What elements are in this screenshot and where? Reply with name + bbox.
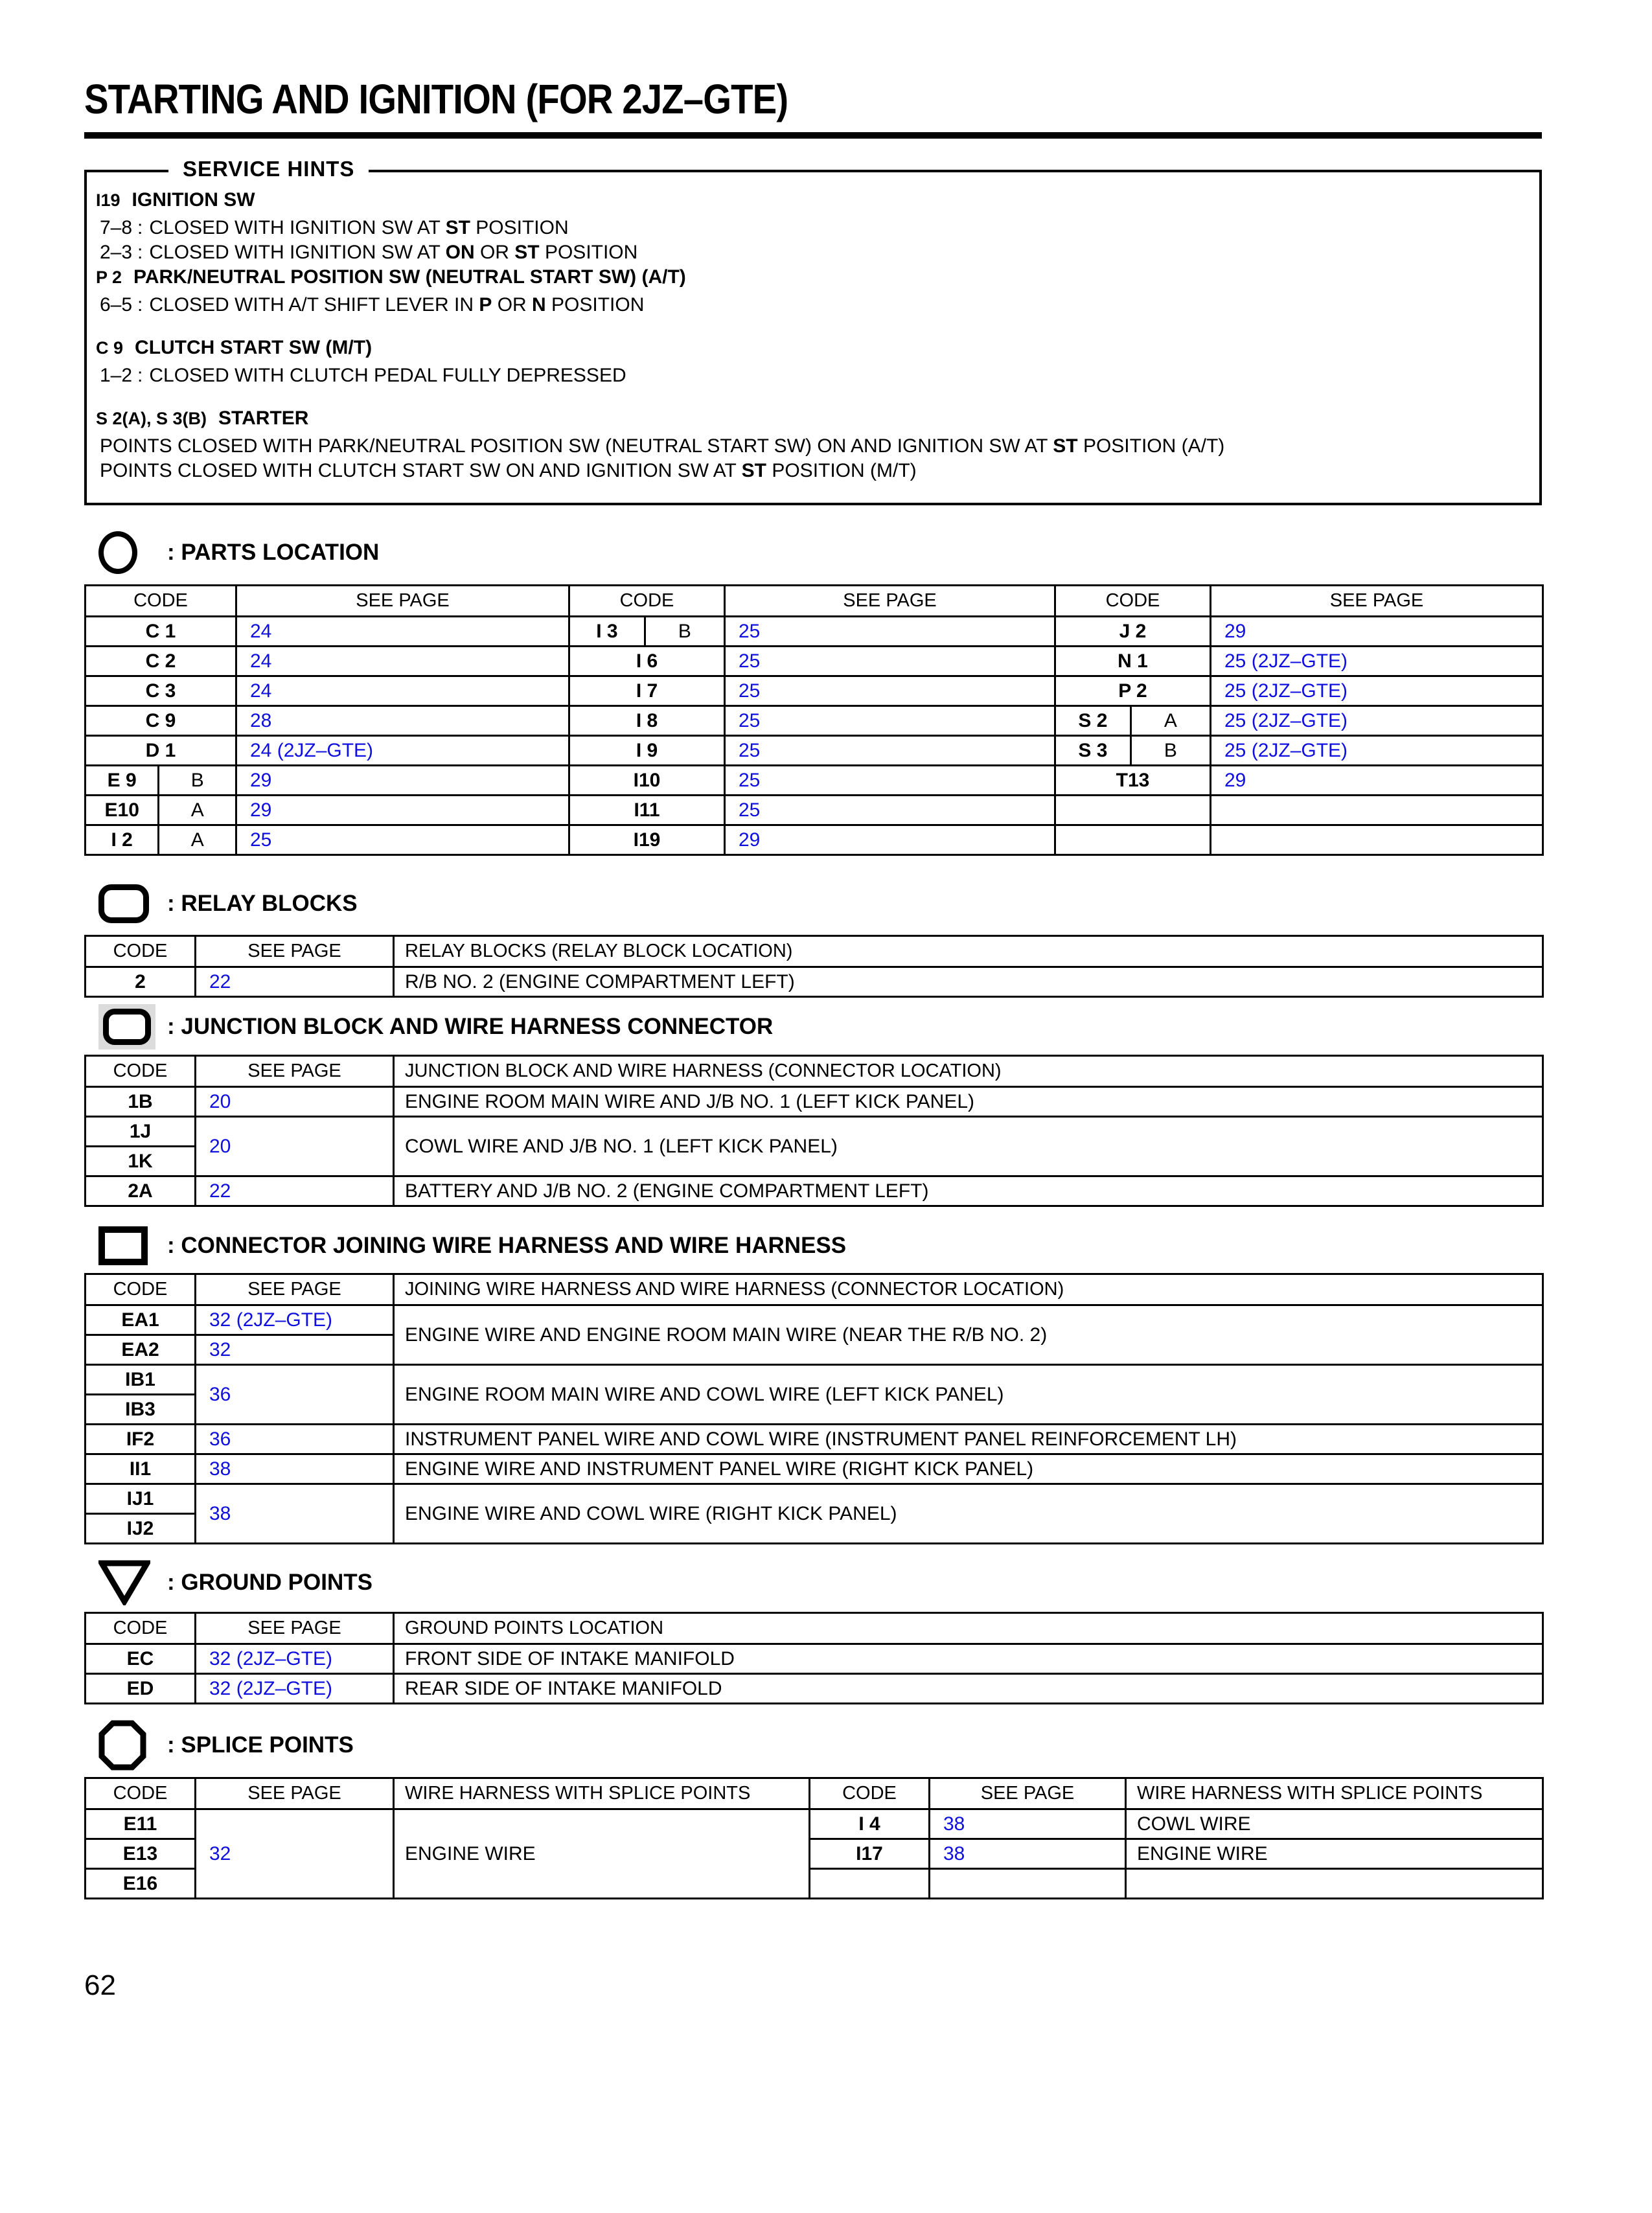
- page-ref[interactable]: 38: [196, 1484, 394, 1544]
- section-title-parts: : PARTS LOCATION: [167, 540, 380, 565]
- table-row: [86, 1484, 1543, 1514]
- service-hints-box: [84, 157, 1542, 505]
- page-ref[interactable]: 22: [196, 1176, 394, 1206]
- code-label: E10: [104, 799, 139, 821]
- desc-cell: COWL WIRE AND J/B NO. 1 (LEFT KICK PANEL): [394, 1117, 1543, 1176]
- code-cell: E16: [86, 1869, 196, 1899]
- page-ref[interactable]: 25: [725, 796, 1055, 825]
- page-ref[interactable]: 25: [725, 647, 1055, 676]
- column-header: CODE: [86, 1056, 196, 1087]
- section-heading-parts: [84, 531, 1542, 574]
- code-cell: J 2: [1055, 617, 1211, 647]
- column-header: SEE PAGE: [725, 586, 1055, 617]
- code-cell: IB1: [86, 1365, 196, 1395]
- desc-cell: COWL WIRE: [1126, 1809, 1543, 1839]
- table-header-row: [86, 1056, 1543, 1087]
- page-ref[interactable]: 36: [196, 1365, 394, 1425]
- code-cell: I 7: [569, 676, 725, 706]
- hint-title: STARTER: [218, 407, 309, 429]
- code-cell: C 2: [86, 647, 236, 676]
- table-header-row: [86, 1274, 1543, 1305]
- hint-text: ST: [445, 217, 470, 238]
- code-cell: [810, 1869, 930, 1899]
- hint-heading: [87, 336, 1539, 363]
- page-ref[interactable]: 25: [725, 736, 1055, 766]
- hint-code: C 9: [96, 338, 124, 358]
- page-ref[interactable]: 32 (2JZ–GTE): [196, 1305, 394, 1335]
- junction-block-icon: [98, 1004, 155, 1049]
- code-letter: A: [1130, 707, 1210, 735]
- hint-text: P: [479, 294, 492, 315]
- table-header-row: [86, 936, 1543, 967]
- code-cell: [86, 796, 236, 825]
- page-ref[interactable]: 25 (2JZ–GTE): [1211, 736, 1543, 766]
- page-ref[interactable]: 36: [196, 1425, 394, 1454]
- code-cell: C 9: [86, 706, 236, 736]
- page-title: STARTING AND IGNITION (FOR 2JZ–GTE): [84, 76, 788, 122]
- table-row: [86, 676, 1543, 706]
- table-row: [86, 967, 1543, 997]
- hint-heading: [87, 188, 1539, 216]
- splice-points-table-right: [809, 1777, 1544, 1899]
- code-letter: A: [157, 796, 235, 824]
- parts-location-table: [84, 584, 1544, 856]
- hint-separator: :: [137, 242, 143, 263]
- hint-pins: 6–5: [100, 294, 133, 315]
- page-ref[interactable]: 24: [236, 647, 569, 676]
- hint-text: POINTS CLOSED WITH CLUTCH START SW ON AND IGNITION SW AT: [100, 460, 742, 481]
- column-header: JOINING WIRE HARNESS AND WIRE HARNESS (CONNECTOR LOCATION): [394, 1274, 1543, 1305]
- desc-cell: ENGINE WIRE AND COWL WIRE (RIGHT KICK PANEL): [394, 1484, 1543, 1544]
- table-row: [86, 1644, 1543, 1674]
- page-ref[interactable]: 24: [236, 617, 569, 647]
- column-header: CODE: [86, 1613, 196, 1644]
- page-ref[interactable]: 29: [725, 825, 1055, 855]
- page-ref[interactable]: 38: [930, 1809, 1126, 1839]
- table-row: [86, 1365, 1543, 1395]
- code-cell: C 3: [86, 676, 236, 706]
- code-cell: I17: [810, 1839, 930, 1869]
- section-title-junction: : JUNCTION BLOCK AND WIRE HARNESS CONNECTOR: [167, 1014, 774, 1039]
- section-heading-splice: [84, 1720, 1542, 1771]
- splice-points-tables: [84, 1777, 1542, 1899]
- page-ref[interactable]: 25: [725, 676, 1055, 706]
- code-cell: IJ1: [86, 1484, 196, 1514]
- code-cell: IJ2: [86, 1514, 196, 1544]
- page-ref[interactable]: 32 (2JZ–GTE): [196, 1644, 394, 1674]
- page-ref[interactable]: 38: [930, 1839, 1126, 1869]
- column-header: SEE PAGE: [196, 1613, 394, 1644]
- desc-cell: INSTRUMENT PANEL WIRE AND COWL WIRE (INSTRUMENT PANEL REINFORCEMENT LH): [394, 1425, 1543, 1454]
- hint-text: POSITION: [539, 242, 638, 263]
- code-cell: IB3: [86, 1395, 196, 1425]
- table-row: [86, 1087, 1543, 1117]
- table-row: [86, 1809, 810, 1839]
- code-cell: 1B: [86, 1087, 196, 1117]
- code-cell: I11: [569, 796, 725, 825]
- desc-cell: ENGINE WIRE AND ENGINE ROOM MAIN WIRE (NEAR THE R/B NO. 2): [394, 1305, 1543, 1365]
- desc-cell: REAR SIDE OF INTAKE MANIFOLD: [394, 1674, 1543, 1704]
- hint-group: [87, 265, 1539, 317]
- table-row: [86, 1674, 1543, 1704]
- desc-cell: FRONT SIDE OF INTAKE MANIFOLD: [394, 1644, 1543, 1674]
- hint-pins: 7–8: [100, 217, 133, 238]
- desc-cell: ENGINE WIRE AND INSTRUMENT PANEL WIRE (RIGHT KICK PANEL): [394, 1454, 1543, 1484]
- column-header: CODE: [810, 1778, 930, 1809]
- column-header: WIRE HARNESS WITH SPLICE POINTS: [1126, 1778, 1543, 1809]
- junction-block-table: [84, 1055, 1544, 1207]
- page-ref[interactable]: 25 (2JZ–GTE): [1211, 676, 1543, 706]
- page-ref[interactable]: 25: [725, 617, 1055, 647]
- table-row: [810, 1869, 1543, 1899]
- code-cell: P 2: [1055, 676, 1211, 706]
- page-ref[interactable]: 25 (2JZ–GTE): [1211, 647, 1543, 676]
- code-cell: 2: [86, 967, 196, 997]
- hint-text: POINTS CLOSED WITH PARK/NEUTRAL POSITION SW (NEUTRAL START SW) ON AND IGNITION SW AT: [100, 435, 1053, 457]
- desc-cell: ENGINE ROOM MAIN WIRE AND COWL WIRE (LEFT KICK PANEL): [394, 1365, 1543, 1425]
- section-title-splice: : SPLICE POINTS: [167, 1732, 354, 1758]
- code-cell: [1055, 706, 1211, 736]
- column-header: SEE PAGE: [196, 1274, 394, 1305]
- code-cell: EC: [86, 1644, 196, 1674]
- hint-text: ST: [514, 242, 540, 263]
- code-cell: [1055, 736, 1211, 766]
- table-row: [86, 796, 1543, 825]
- page-ref[interactable]: 32 (2JZ–GTE): [196, 1674, 394, 1704]
- code-cell: [1055, 825, 1211, 855]
- table-row: [86, 1176, 1543, 1206]
- page-ref[interactable]: 24 (2JZ–GTE): [236, 736, 569, 766]
- code-label: S 3: [1078, 739, 1108, 761]
- code-label: I 3: [596, 620, 618, 642]
- desc-cell: R/B NO. 2 (ENGINE COMPARTMENT LEFT): [394, 967, 1543, 997]
- hint-text: N: [532, 294, 546, 315]
- hint-heading: [87, 406, 1539, 434]
- table-row: [86, 766, 1543, 796]
- code-cell: IF2: [86, 1425, 196, 1454]
- hint-line: [87, 459, 1539, 483]
- page-ref: [1211, 796, 1543, 825]
- column-header: CODE: [1055, 586, 1211, 617]
- page-ref[interactable]: 22: [196, 967, 394, 997]
- column-header: SEE PAGE: [196, 1056, 394, 1087]
- code-cell: [1055, 796, 1211, 825]
- desc-cell: ENGINE ROOM MAIN WIRE AND J/B NO. 1 (LEFT KICK PANEL): [394, 1087, 1543, 1117]
- table-row: [86, 617, 1543, 647]
- code-cell: I 6: [569, 647, 725, 676]
- code-label: I 2: [111, 829, 133, 851]
- hint-group: [87, 336, 1539, 388]
- splice-points-icon: [98, 1720, 146, 1771]
- section-title-relay: : RELAY BLOCKS: [167, 891, 358, 916]
- service-hints-label: SERVICE HINTS: [168, 157, 369, 181]
- hint-text: OR: [492, 294, 533, 315]
- hint-line: [87, 434, 1539, 459]
- table-header-row: [86, 586, 1543, 617]
- hint-code: P 2: [96, 268, 122, 287]
- code-cell: I19: [569, 825, 725, 855]
- code-cell: 1J: [86, 1117, 196, 1147]
- page-ref[interactable]: 25: [236, 825, 569, 855]
- page-ref[interactable]: 32: [196, 1335, 394, 1365]
- code-cell: EA2: [86, 1335, 196, 1365]
- hint-text: ON: [445, 242, 475, 263]
- section-heading-ground: [84, 1560, 1542, 1605]
- code-cell: E11: [86, 1809, 196, 1839]
- column-header: CODE: [86, 586, 236, 617]
- hint-text: CLOSED WITH IGNITION SW AT: [149, 217, 446, 238]
- table-row: [86, 1425, 1543, 1454]
- hint-title: CLUTCH START SW (M/T): [135, 337, 373, 358]
- desc-cell: [1126, 1869, 1543, 1899]
- section-title-ground: : GROUND POINTS: [167, 1570, 373, 1595]
- column-header: WIRE HARNESS WITH SPLICE POINTS: [394, 1778, 810, 1809]
- hint-code: S 2(A), S 3(B): [96, 409, 207, 428]
- ground-points-table: [84, 1612, 1544, 1704]
- hint-text: CLOSED WITH CLUTCH PEDAL FULLY DEPRESSED: [149, 365, 626, 386]
- page-ref[interactable]: 29: [1211, 766, 1543, 796]
- column-header: RELAY BLOCKS (RELAY BLOCK LOCATION): [394, 936, 1543, 967]
- section-heading-connector: [84, 1226, 1542, 1265]
- connector-joining-table: [84, 1273, 1544, 1544]
- hint-text: POSITION (M/T): [766, 460, 917, 481]
- table-header-row: [86, 1778, 810, 1809]
- service-hints-content: [87, 188, 1539, 483]
- code-cell: II1: [86, 1454, 196, 1484]
- page-ref[interactable]: 24: [236, 676, 569, 706]
- hint-text: CLOSED WITH A/T SHIFT LEVER IN: [149, 294, 479, 315]
- hint-text: POSITION: [470, 217, 569, 238]
- hint-text: ST: [1053, 435, 1078, 457]
- code-cell: ED: [86, 1674, 196, 1704]
- column-header: SEE PAGE: [1211, 586, 1543, 617]
- column-header: JUNCTION BLOCK AND WIRE HARNESS (CONNECTOR LOCATION): [394, 1056, 1543, 1087]
- code-cell: 2A: [86, 1176, 196, 1206]
- column-header: GROUND POINTS LOCATION: [394, 1613, 1543, 1644]
- desc-cell: ENGINE WIRE: [394, 1809, 810, 1899]
- code-cell: D 1: [86, 736, 236, 766]
- table-header-row: [86, 1613, 1543, 1644]
- hint-group: [87, 188, 1539, 265]
- column-header: SEE PAGE: [930, 1778, 1126, 1809]
- hint-title: PARK/NEUTRAL POSITION SW (NEUTRAL START SW) (A/T): [133, 266, 686, 288]
- hint-heading: [87, 265, 1539, 293]
- table-header-row: [810, 1778, 1543, 1809]
- desc-cell: BATTERY AND J/B NO. 2 (ENGINE COMPARTMENT LEFT): [394, 1176, 1543, 1206]
- code-letter: B: [644, 617, 724, 645]
- hint-separator: :: [137, 217, 143, 238]
- page-ref[interactable]: 29: [236, 796, 569, 825]
- code-letter: A: [157, 826, 235, 854]
- ground-points-icon: [98, 1560, 150, 1605]
- hint-line: [87, 240, 1539, 265]
- code-cell: [86, 825, 236, 855]
- code-letter: B: [157, 766, 235, 794]
- splice-points-table-left: [84, 1777, 810, 1899]
- page-ref[interactable]: 29: [1211, 617, 1543, 647]
- relay-blocks-table: [84, 935, 1544, 998]
- hint-line: [87, 216, 1539, 240]
- page-ref[interactable]: 29: [236, 766, 569, 796]
- document-page: [0, 75, 1652, 2213]
- table-row: [86, 647, 1543, 676]
- hint-separator: :: [137, 365, 143, 386]
- section-heading-junction: [84, 1004, 1542, 1049]
- column-header: SEE PAGE: [196, 1778, 394, 1809]
- table-row: [86, 825, 1543, 855]
- relay-block-icon: [98, 884, 149, 923]
- column-header: CODE: [569, 586, 725, 617]
- hint-text: OR: [474, 242, 515, 263]
- table-row: [810, 1809, 1543, 1839]
- hint-text: POSITION (A/T): [1077, 435, 1225, 457]
- column-header: CODE: [86, 936, 196, 967]
- page-ref[interactable]: 38: [196, 1454, 394, 1484]
- column-header: SEE PAGE: [236, 586, 569, 617]
- code-cell: T13: [1055, 766, 1211, 796]
- code-letter: B: [1130, 737, 1210, 764]
- table-row: [86, 1305, 1543, 1335]
- page-ref[interactable]: 32: [196, 1809, 394, 1899]
- page-ref[interactable]: 25: [725, 766, 1055, 796]
- page-ref[interactable]: 25: [725, 706, 1055, 736]
- table-row: [810, 1839, 1543, 1869]
- page-ref[interactable]: 20: [196, 1117, 394, 1176]
- hint-pins: 2–3: [100, 242, 133, 263]
- table-row: [86, 736, 1543, 766]
- column-header: CODE: [86, 1778, 196, 1809]
- code-cell: I 4: [810, 1809, 930, 1839]
- code-cell: I 9: [569, 736, 725, 766]
- section-title-connector: : CONNECTOR JOINING WIRE HARNESS AND WIRE HARNESS: [167, 1233, 847, 1258]
- page-ref[interactable]: 20: [196, 1087, 394, 1117]
- desc-cell: ENGINE WIRE: [1126, 1839, 1543, 1869]
- code-cell: E13: [86, 1839, 196, 1869]
- table-row: [86, 1117, 1543, 1147]
- page-ref[interactable]: 25 (2JZ–GTE): [1211, 706, 1543, 736]
- column-header: SEE PAGE: [196, 936, 394, 967]
- table-row: [86, 1454, 1543, 1484]
- page-footer-number: 62: [84, 1969, 116, 2001]
- hint-separator: :: [137, 294, 143, 315]
- hint-line: [87, 363, 1539, 388]
- page-ref: [1211, 825, 1543, 855]
- page-content: [0, 75, 1652, 2002]
- hint-text: CLOSED WITH IGNITION SW AT: [149, 242, 446, 263]
- table-row: [86, 706, 1543, 736]
- page-ref[interactable]: 28: [236, 706, 569, 736]
- hint-text: ST: [741, 460, 766, 481]
- code-cell: N 1: [1055, 647, 1211, 676]
- hint-line: [87, 293, 1539, 317]
- connector-joining-icon: [98, 1226, 148, 1265]
- hint-text: POSITION: [545, 294, 645, 315]
- hint-title: IGNITION SW: [132, 189, 255, 211]
- code-label: S 2: [1078, 709, 1108, 731]
- code-cell: 1K: [86, 1147, 196, 1176]
- title-rule: [84, 132, 1542, 139]
- page-ref: [930, 1869, 1126, 1899]
- code-cell: I 8: [569, 706, 725, 736]
- code-cell: C 1: [86, 617, 236, 647]
- code-cell: [569, 617, 725, 647]
- hint-code: I19: [96, 190, 120, 210]
- code-label: E 9: [107, 769, 137, 791]
- column-header: CODE: [86, 1274, 196, 1305]
- code-cell: [86, 766, 236, 796]
- hint-pins: 1–2: [100, 365, 133, 386]
- parts-location-icon: [98, 531, 137, 574]
- hint-group: [87, 406, 1539, 483]
- code-cell: EA1: [86, 1305, 196, 1335]
- code-cell: I10: [569, 766, 725, 796]
- section-heading-relay: [84, 884, 1542, 923]
